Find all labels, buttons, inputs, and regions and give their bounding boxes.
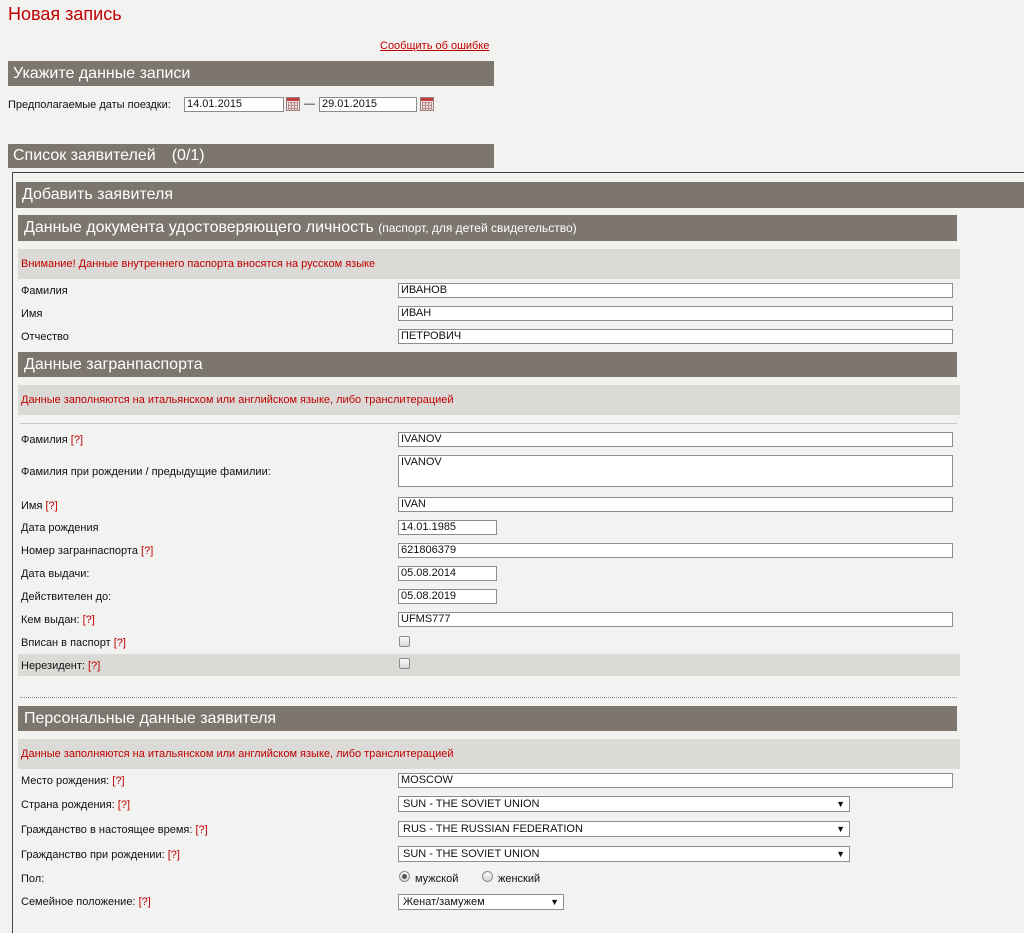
- applicants-count: (0/1): [171, 147, 205, 164]
- pp-birth-surname-textarea[interactable]: IVANOV: [398, 455, 953, 487]
- pp-valid-label: Действителен до:: [21, 591, 112, 603]
- id-patronymic-label: Отчество: [21, 331, 69, 343]
- pp-issuedby-label: Кем выдан: [?]: [21, 614, 95, 626]
- pp-birthdate-label: Дата рождения: [21, 522, 99, 534]
- record-section-header: Укажите данные записи: [8, 61, 494, 86]
- id-doc-title: Данные документа удостоверяющего личность: [24, 219, 374, 236]
- in-passport-checkbox[interactable]: [399, 636, 410, 647]
- pp-inpassport-label: Вписан в паспорт [?]: [21, 637, 126, 649]
- page-title: Новая запись: [8, 4, 122, 24]
- date-to-input[interactable]: 29.01.2015: [319, 97, 417, 112]
- pp-number-input[interactable]: 621806379: [398, 543, 953, 558]
- help-icon[interactable]: [?]: [167, 849, 180, 861]
- citizenship-birth-select[interactable]: SUN - THE SOVIET UNION ▼: [398, 846, 850, 862]
- chevron-down-icon: ▼: [550, 897, 559, 907]
- id-name-label: Имя: [21, 308, 43, 320]
- id-doc-subtitle: (паспорт, для детей свидетельство): [378, 221, 577, 235]
- marital-label: Семейное положение: [?]: [21, 896, 151, 908]
- birthplace-label: Место рождения: [?]: [21, 775, 125, 787]
- pp-surname-input[interactable]: IVANOV: [398, 432, 953, 447]
- calendar-icon[interactable]: [286, 97, 300, 111]
- sex-label: Пол:: [21, 873, 45, 885]
- pp-name-label: Имя [?]: [21, 500, 58, 512]
- pp-issue-label: Дата выдачи:: [21, 568, 90, 580]
- citizenship-now-label: Гражданство в настоящее время: [?]: [21, 824, 208, 836]
- birth-country-label: Страна рождения: [?]: [21, 799, 131, 811]
- help-icon[interactable]: [?]: [112, 775, 125, 787]
- date-from-input[interactable]: 14.01.2015: [184, 97, 284, 112]
- dotted-divider: [20, 697, 957, 698]
- divider: [20, 423, 957, 424]
- pp-nonresident-label: Нерезидент: [?]: [21, 660, 101, 672]
- personal-warning: Данные заполняются на итальянском или английском языке, либо транслитерацией: [18, 739, 960, 769]
- report-error-link[interactable]: Сообщить об ошибке: [380, 40, 490, 52]
- pp-valid-input[interactable]: 05.08.2019: [398, 589, 497, 604]
- sex-male-radio[interactable]: [399, 871, 410, 882]
- pp-surname-label: Фамилия [?]: [21, 434, 84, 446]
- id-surname-input[interactable]: ИВАНОВ: [398, 283, 953, 298]
- id-surname-label: Фамилия: [21, 285, 68, 297]
- chevron-down-icon: ▼: [836, 824, 845, 834]
- help-icon[interactable]: [?]: [113, 637, 126, 649]
- sex-female-radio[interactable]: [482, 871, 493, 882]
- id-name-input[interactable]: ИВАН: [398, 306, 953, 321]
- help-icon[interactable]: [?]: [195, 824, 208, 836]
- pp-birth-surname-label: Фамилия при рождении / предыдущие фамилии:: [21, 466, 271, 478]
- sex-male-label[interactable]: мужской: [415, 873, 459, 885]
- id-patronymic-input[interactable]: ПЕТРОВИЧ: [398, 329, 953, 344]
- trip-dates-label: Предполагаемые даты поездки:: [8, 99, 171, 111]
- date-separator: —: [304, 98, 315, 110]
- birth-country-select[interactable]: SUN - THE SOVIET UNION ▼: [398, 796, 850, 812]
- birthplace-input[interactable]: MOSCOW: [398, 773, 953, 788]
- help-icon[interactable]: [?]: [141, 545, 154, 557]
- chevron-down-icon: ▼: [836, 799, 845, 809]
- nonresident-row: [18, 654, 960, 676]
- help-icon[interactable]: [?]: [138, 896, 151, 908]
- help-icon[interactable]: [?]: [45, 500, 58, 512]
- nonresident-checkbox[interactable]: [399, 658, 410, 669]
- passport-warning: Данные заполняются на итальянском или английском языке, либо транслитерацией: [18, 385, 960, 415]
- pp-issuedby-input[interactable]: UFMS777: [398, 612, 953, 627]
- pp-number-label: Номер загранпаспорта [?]: [21, 545, 154, 557]
- sex-female-label[interactable]: женский: [498, 873, 541, 885]
- applicants-title: Список заявителей: [13, 147, 156, 164]
- help-icon[interactable]: [?]: [70, 434, 84, 446]
- id-doc-warning: Внимание! Данные внутреннего паспорта вносятся на русском языке: [18, 249, 960, 279]
- help-icon[interactable]: [?]: [88, 660, 101, 672]
- help-icon[interactable]: [?]: [117, 799, 131, 811]
- passport-header: Данные загранпаспорта: [18, 352, 957, 377]
- add-applicant-header: Добавить заявителя: [16, 182, 1024, 208]
- pp-name-input[interactable]: IVAN: [398, 497, 953, 512]
- personal-header: Персональные данные заявителя: [18, 706, 957, 731]
- calendar-icon[interactable]: [420, 97, 434, 111]
- pp-birthdate-input[interactable]: 14.01.1985: [398, 520, 497, 535]
- help-icon[interactable]: [?]: [82, 614, 95, 626]
- marital-select[interactable]: Женат/замужем ▼: [398, 894, 564, 910]
- citizenship-birth-label: Гражданство при рождении: [?]: [21, 849, 180, 861]
- applicants-header: [8, 144, 494, 168]
- chevron-down-icon: ▼: [836, 849, 845, 859]
- id-doc-header: [18, 215, 957, 241]
- citizenship-now-select[interactable]: RUS - THE RUSSIAN FEDERATION ▼: [398, 821, 850, 837]
- pp-issue-input[interactable]: 05.08.2014: [398, 566, 497, 581]
